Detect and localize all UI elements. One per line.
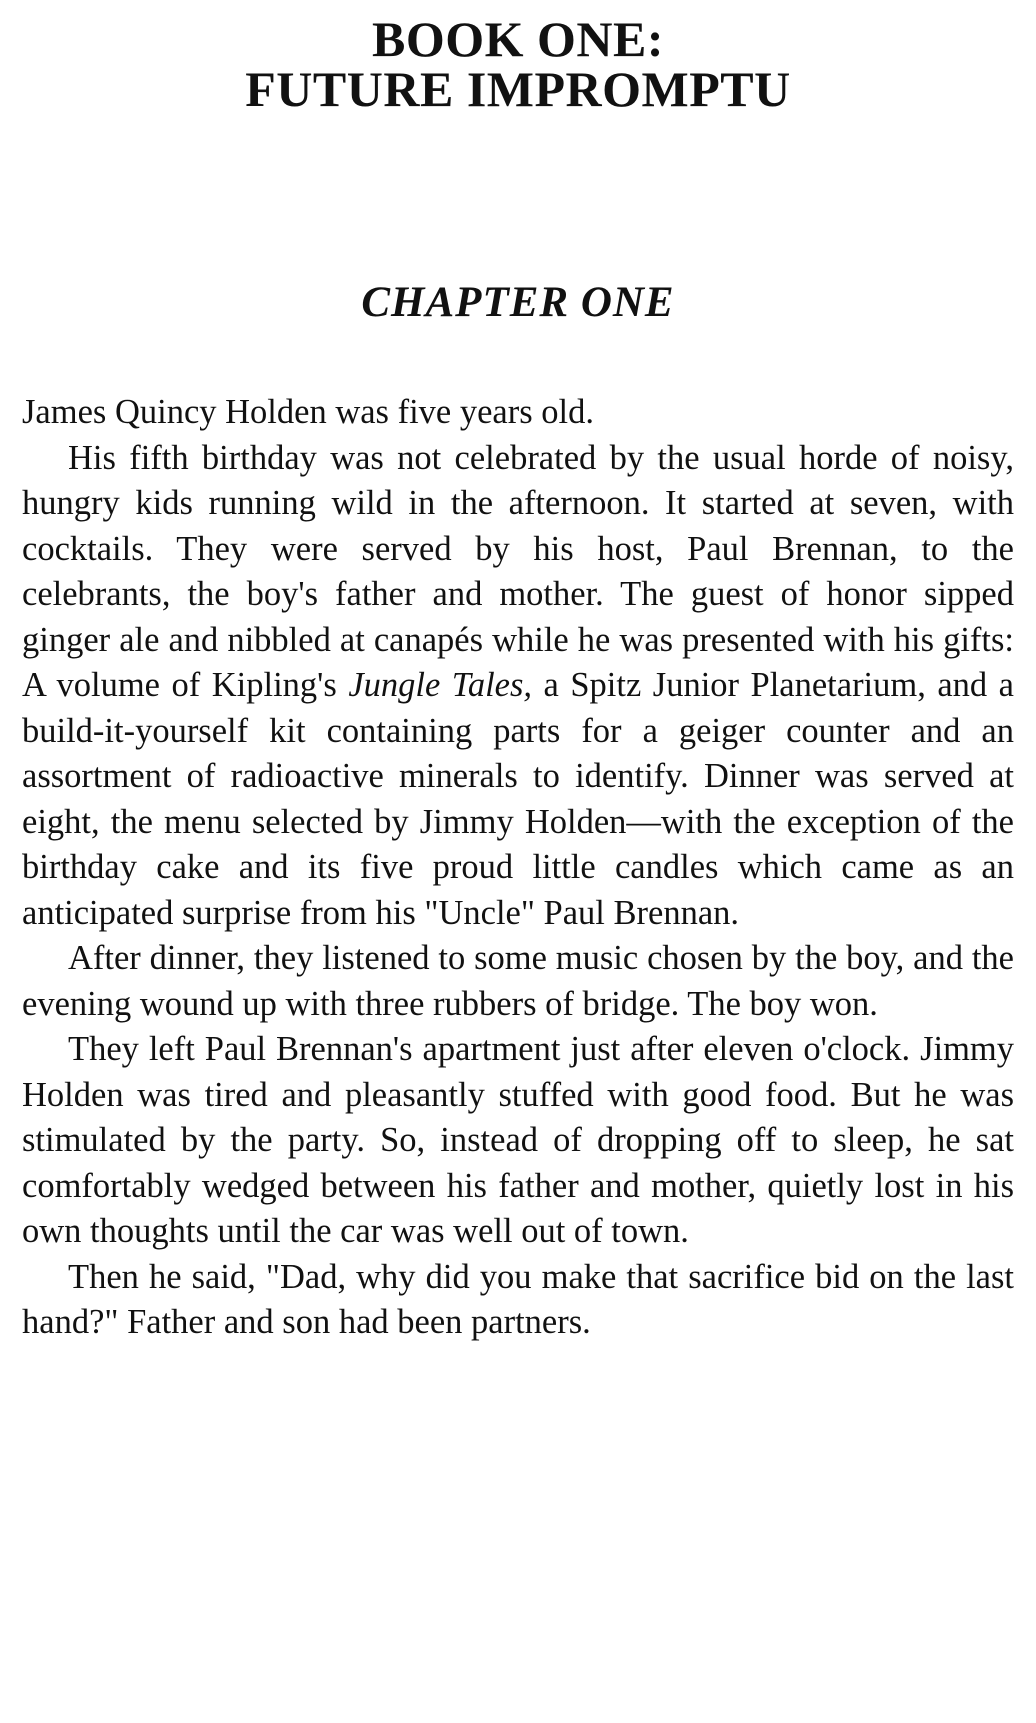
paragraph-2 [22, 436, 1014, 937]
paragraph-4: They left Paul Brennan's apartment just after eleven o'clock. Jimmy Holden was tired and pleasantly stuffed with good food. But he was stimulated by the party. So, instead of dropping off to sleep, he sat comfortably wedged between his father and mother, quietly lost in his own thoughts until the car was well out of town. [22, 1030, 1014, 1250]
book-page [22, 0, 1014, 1341]
paragraph-2-text-before: His fifth birthday was not celebrated by the usual horde of noisy, hungry kids running wild in the afternoon. It started at seven, with cocktails. They were served by his host, Paul Brennan, to the celebrants, the boy's father and mother. The guest of honor sipped ginger ale and nibbled at canapés while he was presented with his gifts: A volume of Kipling's [22, 438, 1014, 704]
book-title [22, 0, 1014, 117]
chapter-body [22, 390, 1014, 1346]
paragraph-2-text-after: a Spitz Junior Planetarium, and a build-it-yourself kit containing parts for a geiger counter and an assortment of radioactive minerals to identify. Dinner was served at eight, the menu selected by Jimmy Holden—with the exception of the birthday cake and its five proud little candles which came as an anticipated surprise from his "Uncle" Paul Brennan. [22, 666, 1014, 932]
book-title-jungle-tales: Jungle Tales, [348, 666, 533, 704]
paragraph-1: James Quincy Holden was five years old. [22, 393, 594, 431]
paragraph-3: After dinner, they listened to some music chosen by the boy, and the evening wound up with three rubbers of bridge. The boy won. [22, 939, 1014, 1023]
book-title-line-1: BOOK ONE: [371, 11, 665, 67]
paragraph-5: Then he said, "Dad, why did you make that sacrifice bid on the last hand?" Father and son had been partners. [22, 1257, 1014, 1341]
book-title-line-2: FUTURE IMPROMPTU [245, 61, 791, 117]
chapter-title: CHAPTER ONE [361, 279, 675, 326]
